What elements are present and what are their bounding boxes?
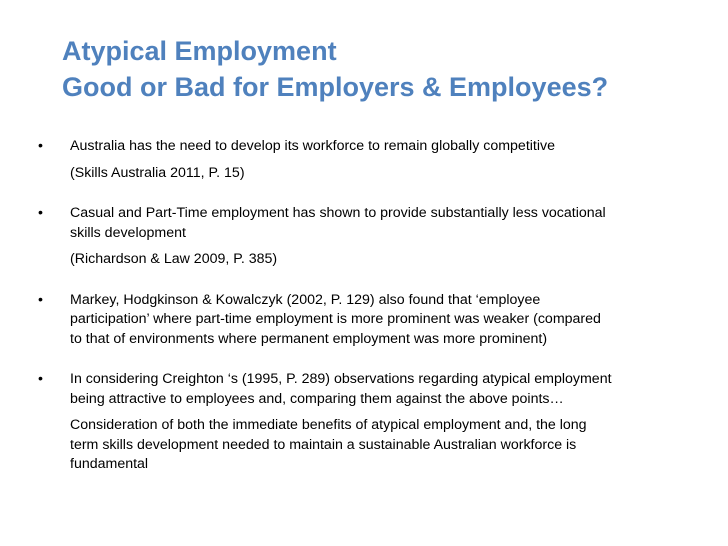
text-line: being attractive to employees and, comparing them against the above points…: [70, 390, 564, 407]
bullet-list: [38, 137, 710, 496]
text-line: In considering Creighton ‘s (1995, P. 289) observations regarding atypical employment: [70, 371, 612, 387]
bullet-item: [38, 204, 710, 270]
bullet-text: [70, 370, 710, 409]
bullet-text: [70, 204, 710, 243]
text-line: Consideration of both the immediate benefits of atypical employment and, the long: [70, 417, 587, 433]
text-line: Australia has the need to develop its workforce to remain globally competitive: [70, 138, 555, 154]
text-line: participation’ where part-time employment is more prominent was weaker (compared: [70, 311, 601, 327]
bullet-dot: •: [38, 371, 43, 387]
title-line-2: Good or Bad for Employers & Employees?: [62, 72, 609, 102]
title-line-1: Atypical Employment: [62, 36, 337, 66]
bullet-text: [70, 137, 710, 157]
citation: (Skills Australia 2011, P. 15): [70, 164, 245, 181]
citation: (Richardson & Law 2009, P. 385): [70, 251, 278, 267]
bullet-item: [38, 137, 710, 183]
bullet-dot: •: [38, 291, 43, 308]
bullet-conclusion: [70, 416, 710, 475]
text-line: Casual and Part-Time employment has shown to provide substantially less vocational: [70, 205, 606, 221]
text-line: to that of environments where permanent employment was more prominent): [70, 330, 548, 347]
slide-title: [62, 33, 712, 105]
bullet-text: [70, 291, 710, 350]
text-line: fundamental: [70, 456, 149, 472]
text-line: Markey, Hodgkinson & Kowalczyk (2002, P. 129) also found that ‘employee: [70, 291, 541, 308]
bullet-item: [38, 370, 710, 475]
text-line: term skills development needed to maintain a sustainable Australian workforce is: [70, 436, 577, 453]
text-line: skills development: [70, 224, 186, 241]
bullet-dot: •: [38, 205, 43, 221]
bullet-item: [38, 291, 710, 350]
bullet-dot: •: [38, 138, 43, 154]
